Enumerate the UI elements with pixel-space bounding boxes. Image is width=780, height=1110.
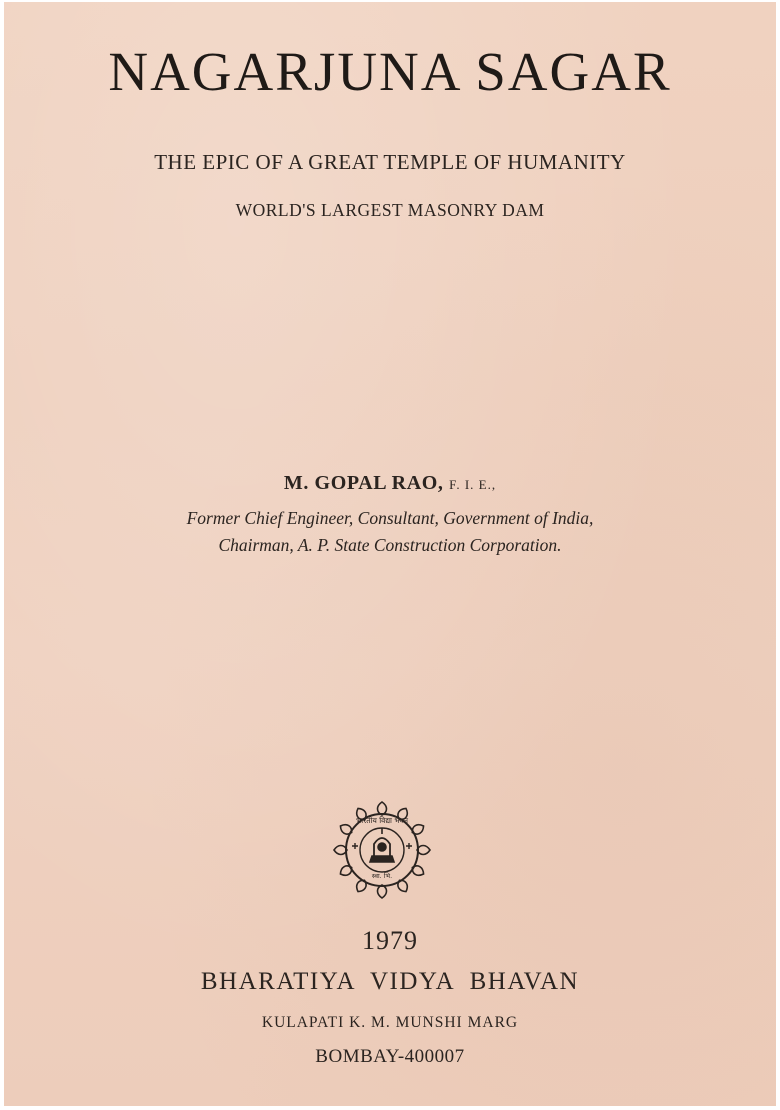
seal-text-top: भारतीय विद्या भवन <box>355 816 409 825</box>
publisher-street: KULAPATI K. M. MUNSHI MARG <box>261 1014 519 1031</box>
book-title: NAGARJUNA SAGAR <box>108 41 672 102</box>
author-role-line-1: Former Chief Engineer, Consultant, Government of India, <box>186 508 594 528</box>
author-name: M. GOPAL RAO, <box>283 472 444 494</box>
title-page <box>4 2 776 1106</box>
publisher-name: BHARATIYA VIDYA BHAVAN <box>200 968 580 995</box>
publication-year: 1979 <box>362 926 418 955</box>
author-credentials: F. I. E., <box>449 477 497 492</box>
seal-text-bottom: स्वा. भि. <box>371 872 393 880</box>
publisher-city: BOMBAY-400007 <box>315 1046 465 1067</box>
book-subtitle-secondary: WORLD'S LARGEST MASONRY DAM <box>235 200 545 220</box>
author-line <box>4 472 776 495</box>
author-role-line-2: Chairman, A. P. State Construction Corporation. <box>218 535 562 555</box>
book-subtitle: THE EPIC OF A GREAT TEMPLE OF HUMANITY <box>154 150 626 174</box>
bharatiya-vidya-bhavan-seal-icon <box>330 798 434 902</box>
